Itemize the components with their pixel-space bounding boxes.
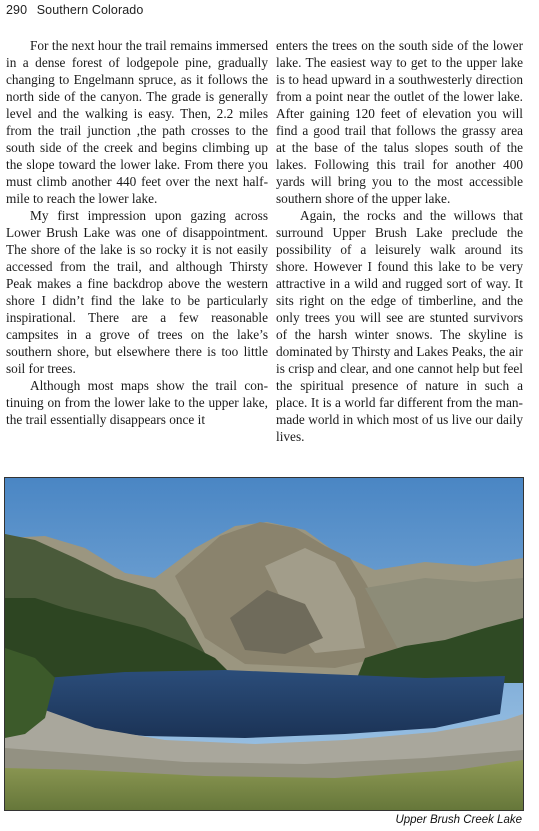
section-title: Southern Colorado <box>36 3 144 17</box>
paragraph: enters the trees on the south side of the lower lake. The easiest way to get to the upper lake is to head upward in a southwesterly direction from a point near the outlet of the lower lake. After gaining 120 feet of elevation you will find a good trail that follows the grassy area at the base of the talus slopes south of the lakes. Following this trail for another 400 yards will bring you to the most accessible southern shore of the upper lake. <box>276 38 523 206</box>
lake-photograph <box>4 477 524 811</box>
photo-caption: Upper Brush Creek Lake <box>395 814 522 826</box>
paragraph: My first impression upon gazing across Lower Brush Lake was one of disappointment. The shore of the lake is so rocky it is not easily accessed from the trail, and although Thirsty Peak makes a fine backdrop above the western shore I didn’t find the lake to be particularly inspirational. There are a few reasonable campsites in a grove of trees on the lake’s southern shore, but elsewhere there is too little soil for trees. <box>6 208 268 376</box>
paragraph: Although most maps show the trail continuing on from the lower lake to the upper lake, the trail essentially disappears once it <box>6 378 268 427</box>
running-head <box>6 3 143 17</box>
right-column <box>276 37 523 445</box>
paragraph: Again, the rocks and the willows that surround Upper Brush Lake preclude the possibility of a leisurely walk around its shore. However I found this lake to be very attractive in a wild and rugged sort of way. It sits right on the edge of timberline, and the only trees you will see are stunted survivors of the harsh winter snows. The skyline is dominated by Thirsty and Lakes Peaks, the air is crisp and clear, and one cannot help but feel the spiritual presence of nature in such a place. It is a world far different from the man-made world in which most of us live our daily lives. <box>276 208 523 444</box>
left-column <box>6 37 268 445</box>
lake <box>35 670 505 738</box>
text-columns <box>6 37 523 445</box>
page-number: 290 <box>6 3 28 17</box>
paragraph: For the next hour the trail remains immersed in a dense forest of lodgepole pine, gradually changing to Engelmann spruce, as it follows the north side of the canyon. The grade is generally level and the walking is easy. Then, 2.2 miles from the trail junction ,the path crosses to the south side of the creek and begins climbing up the slope toward the lower lake. From there you must climb another 440 feet over the next halfmile to reach the lower lake. <box>6 38 268 206</box>
